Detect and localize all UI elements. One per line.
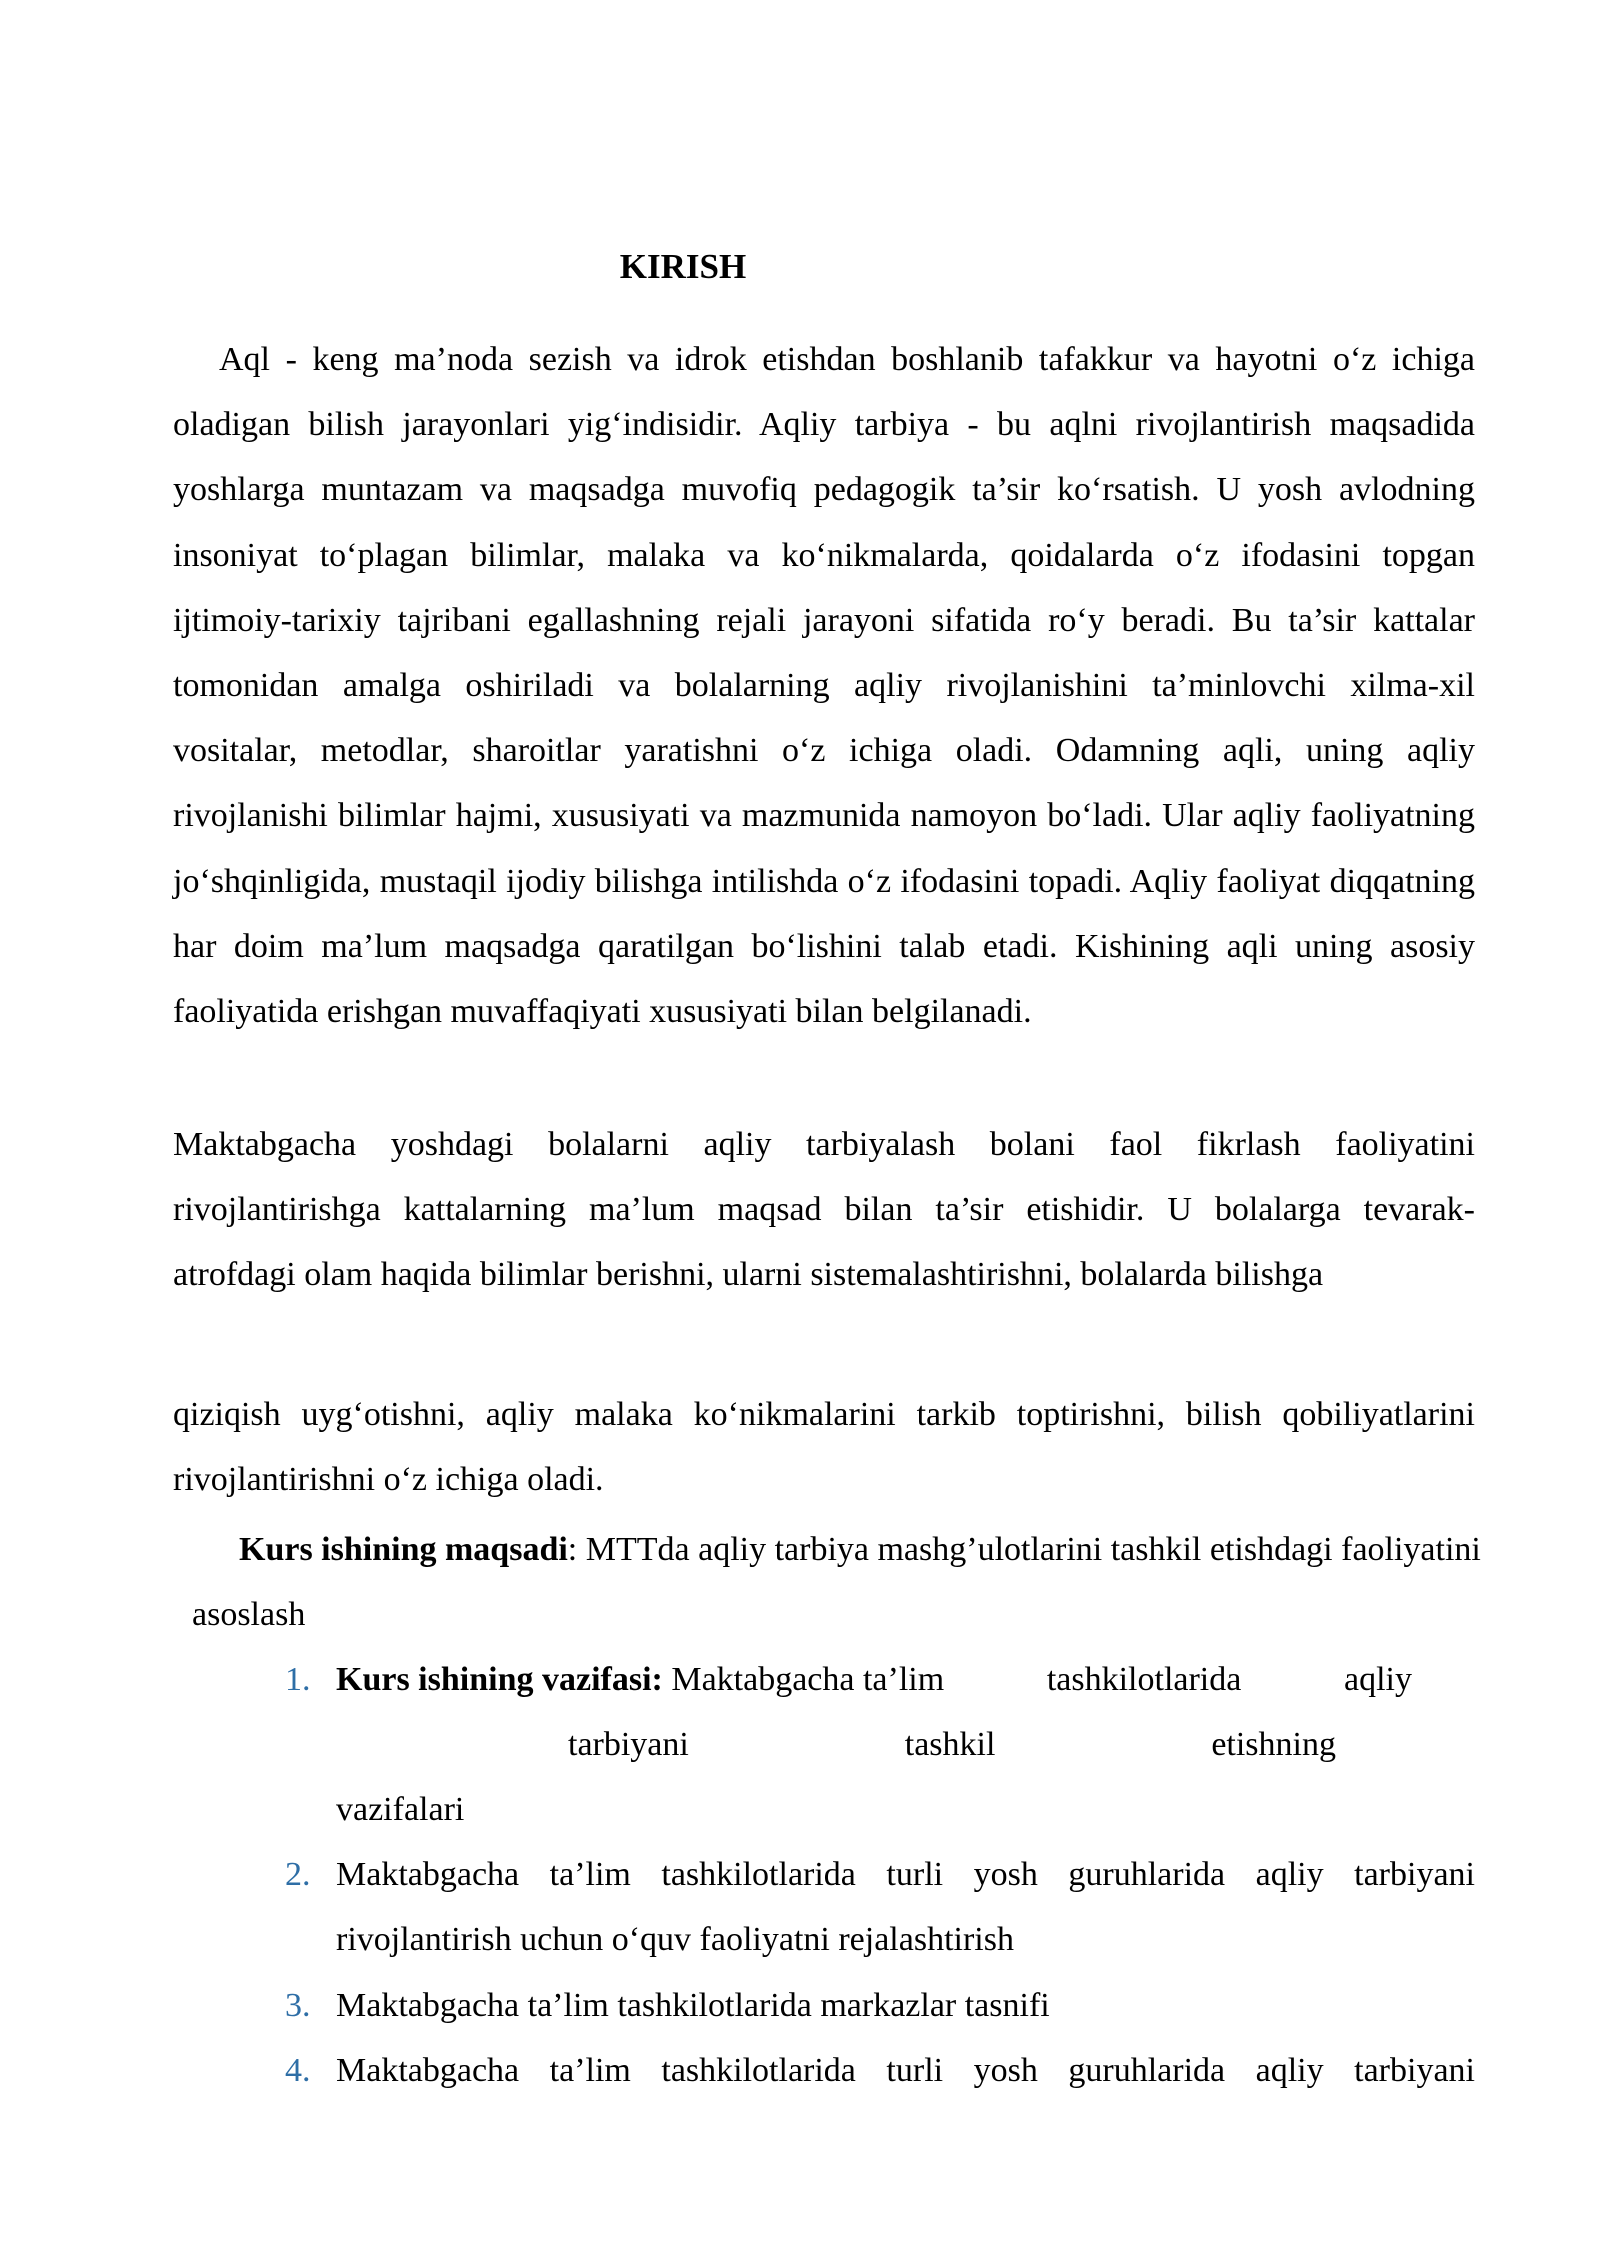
list-word: tashkilotlarida bbox=[1046, 1661, 1242, 1698]
list-item-text: Maktabgacha ta’lim tashkilotlarida turli yosh guruhlarida aqliy tarbiyani rivojlantirish uchun o‘quv faoliyatni rejalashtirish bbox=[336, 1856, 1475, 1959]
course-goal-label: Kurs ishining maqsadi bbox=[239, 1531, 568, 1568]
list-word: tashkil bbox=[904, 1726, 996, 1764]
list-number: 4. bbox=[285, 2052, 311, 2089]
list-number: 3. bbox=[285, 1987, 311, 2024]
course-goal-text: : MTTda aqliy tarbiya mashg’ulotlarini tashkil etishdagi faoliyatini asoslash bbox=[192, 1531, 1481, 1634]
list-item-text bbox=[336, 1647, 1475, 1843]
intro-paragraph: Aql - keng ma’noda sezish va idrok etishdan boshlanib tafakkur va hayotni o‘z ichiga oladigan bilish jarayonlari yig‘indisidir. Aqliy tarbiya - bu aqlni rivojlantirish maqsadida yoshlarga muntazam va maqsadga muvofiq pedagogik ta’sir ko‘rsatish. U yosh avlodning insoniyat to‘plagan bilimlar, malaka va ko‘nikmalarda, qoidalarda o‘z ifodasini topgan ijtimoiy-tarixiy tajribani egallashning rejali jarayoni sifatida ro‘y beradi. Bu ta’sir kattalar tomonidan amalga oshiriladi va bolalarning aqliy rivojlanishini ta’minlovchi xilma-xil vositalar, metodlar, sharoitlar yaratishni o‘z ichiga oladi. Odamning aqli, uning aqliy rivojlanishi bilimlar hajmi, xususiyati va mazmunida namoyon bo‘ladi. Ular aqliy faoliyatning jo‘shqinligida, mustaqil ijodiy bilishga intilishda o‘z ifodasini topadi. Aqliy faoliyat diqqatning har doim ma’lum maqsadga qaratilgan bo‘lishini talab etadi. Kishining aqli uning asosiy faoliyatida erishgan muvaffaqiyati xususiyati bilan belgilanadi. bbox=[173, 341, 1475, 1031]
list-number: 2. bbox=[285, 1856, 311, 1893]
document-title: KIRISH bbox=[619, 247, 747, 286]
preschool-paragraph-continued: qiziqish uyg‘otishni, aqliy malaka ko‘nikmalarini tarkib toptirishni, bilish qobiliyatlarini rivojlantirishni o‘z ichiga oladi. bbox=[173, 1396, 1475, 1499]
list-item-text: Maktabgacha ta’lim tashkilotlarida markazlar tasnifi bbox=[336, 1987, 1050, 2024]
task-label: Kurs ishining vazifasi: bbox=[336, 1661, 663, 1698]
list-word: etishning bbox=[1211, 1726, 1336, 1764]
list-word: aqliy bbox=[1344, 1661, 1412, 1698]
preschool-paragraph: Maktabgacha yoshdagi bolalarni aqliy tarbiyalash bolani faol fikrlash faoliyatini rivojlantirishga kattalarning ma’lum maqsad bilan ta’sir etishidir. U bolalarga tevarak- atrofdagi olam haqida bilimlar berishni, ularni sistemalashtirishni, bolalarda bilishga bbox=[173, 1126, 1475, 1294]
list-number: 1. bbox=[285, 1661, 311, 1698]
course-goal bbox=[192, 1517, 1512, 1647]
list-item-text: Maktabgacha ta’lim tashkilotlarida turli yosh guruhlarida aqliy tarbiyani bbox=[336, 2052, 1475, 2089]
list-word: Maktabgacha ta’lim bbox=[671, 1661, 945, 1698]
list-word: vazifalari bbox=[336, 1791, 465, 1829]
list-word: tarbiyani bbox=[568, 1726, 689, 1764]
